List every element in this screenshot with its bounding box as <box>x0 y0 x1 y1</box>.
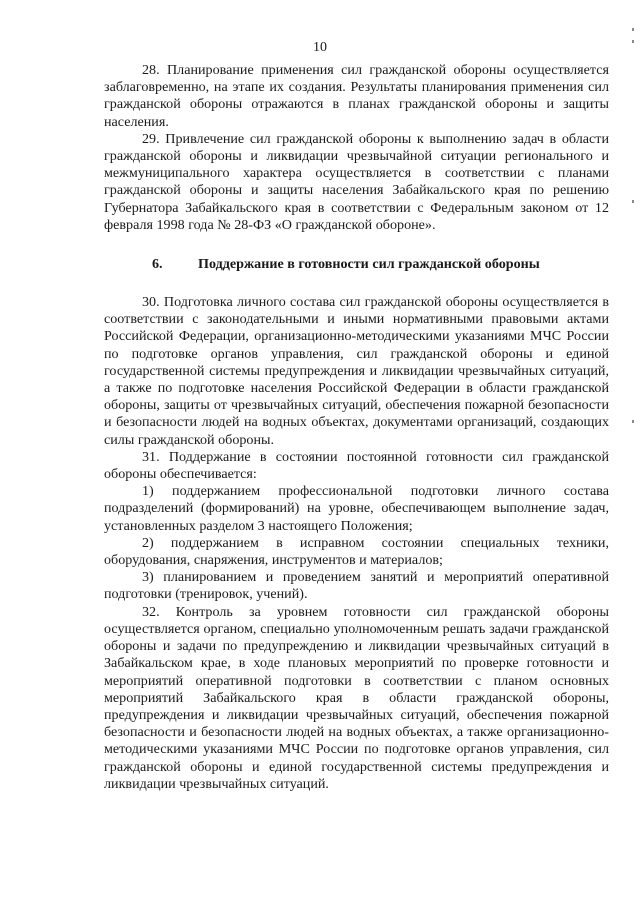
list-item-2: 2) поддержанием в исправном состоянии специальных техники, оборудования, снаряжения, инструментов и материалов; <box>104 534 609 569</box>
section-number: 6. <box>152 256 163 273</box>
paragraph-29: 29. Привлечение сил гражданской обороны к выполнению задач в области гражданской обороны и ликвидации чрезвычайной ситуации регионального и межмуниципального характера осуществляется в соответствии с планами гражданской обороны и защиты населения Забайкальского края по решению Губернатора Забайкальского края в соответствии с Федеральным законом от 12 февраля 1998 года № 28-ФЗ «О гражданской обороне». <box>104 130 609 233</box>
section-heading <box>104 256 609 273</box>
scan-edge-mark <box>632 420 634 423</box>
document-body <box>104 62 609 793</box>
page-number: 10 <box>313 40 327 55</box>
paragraph-32: 32. Контроль за уровнем готовности сил гражданской обороны осуществляется органом, специально уполномоченным решать задачи гражданской обороны и задачи по предупреждению и ликвидации чрезвычайных ситуаций в Забайкальском крае, в ходе плановых мероприятий по проверке готовности и мероприятий оперативной подготовки в соответствии с планом основных мероприятий Забайкальского края в области гражданской обороны, предупреждения и ликвидации чрезвычайных ситуаций, обеспечения пожарной безопасности и безопасности людей на водных объектах, а также организационно-методическими указаниями МЧС России по подготовке органов управления, сил гражданской обороны и единой государственной системы предупреждения и ликвидации чрезвычайных ситуаций. <box>104 603 609 792</box>
section-title: Поддержание в готовности сил гражданской обороны <box>198 256 540 273</box>
scan-edge-mark <box>632 40 634 43</box>
paragraph-31: 31. Поддержание в состоянии постоянной готовности сил гражданской обороны обеспечивается: <box>104 448 609 483</box>
list-item-1: 1) поддержанием профессиональной подготовки личного состава подразделений (формирований) на уровне, обеспечивающем выполнение задач, установленных разделом 3 настоящего Положения; <box>104 483 609 534</box>
scan-edge-mark <box>632 28 634 31</box>
paragraph-30: 30. Подготовка личного состава сил гражданской обороны осуществляется в соответствии с законодательными и иными нормативными правовыми актами Российской Федерации, организационно-методическими указаниями МЧС России по подготовке органов управления, сил гражданской обороны и единой государственной системы предупреждения и ликвидации чрезвычайных ситуаций, а также по подготовке населения Российской Федерации в области гражданской обороны, защиты от чрезвычайных ситуаций, обеспечения пожарной безопасности и безопасности людей на водных объектах, документами организаций, создающих силы гражданской обороны. <box>104 294 609 448</box>
scan-edge-mark <box>632 200 634 203</box>
list-item-3: 3) планированием и проведением занятий и мероприятий оперативной подготовки (тренировок, учений). <box>104 569 609 603</box>
paragraph-28: 28. Планирование применения сил гражданской обороны осуществляется заблаговременно, на этапе их создания. Результаты планирования применения сил гражданской обороны отражаются в планах гражданской обороны и защиты населения. <box>104 62 609 130</box>
